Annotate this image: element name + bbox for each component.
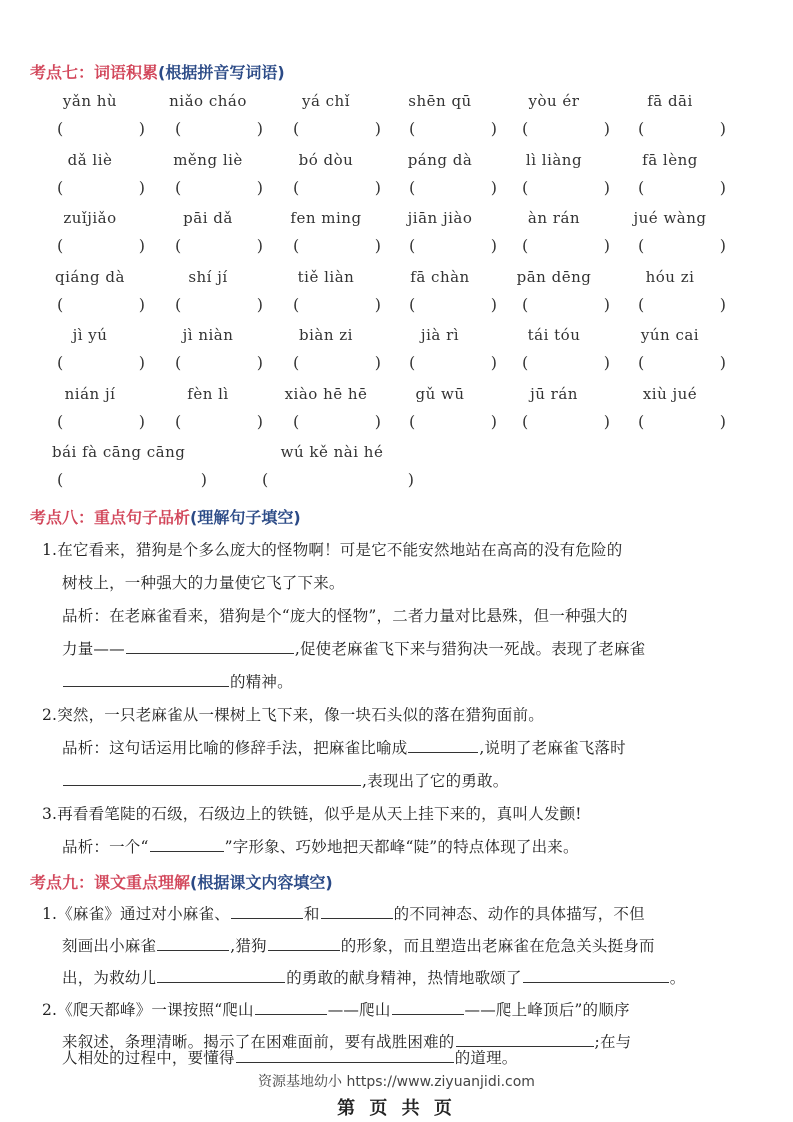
open-paren: ( bbox=[293, 236, 300, 255]
answer-bracket[interactable] bbox=[409, 412, 497, 431]
open-paren: ( bbox=[522, 294, 529, 314]
pinyin-word: bó dòu bbox=[298, 150, 354, 169]
s9-q2-l3-a: 人相处的过程中，要懂得 bbox=[62, 1049, 235, 1067]
section7-heading bbox=[30, 60, 285, 83]
s9-q1-l2-a: 刻画出小麻雀 bbox=[62, 937, 157, 955]
pinyin-word: měng liè bbox=[173, 150, 243, 169]
answer-bracket[interactable] bbox=[57, 353, 145, 372]
s9-q1-l3-b: 的勇敢的献身精神，热情地歌颂了 bbox=[286, 969, 522, 987]
section8-title: 考点八：重点句子品析 bbox=[30, 508, 191, 527]
s9-q1-l2-c: 的形象，而且塑造出老麻雀在危急关头挺身而 bbox=[340, 937, 655, 955]
close-paren: ) bbox=[256, 119, 263, 138]
s8-q3-a-post: ”字形象、巧妙地把天都峰“陡”的特点体现了出来。 bbox=[224, 838, 579, 856]
answer-bracket[interactable] bbox=[175, 236, 263, 255]
pinyin-word: shēn qū bbox=[408, 92, 472, 110]
bracket-row bbox=[0, 295, 793, 317]
s9-q2-l1-a: 2.《爬天都峰》一课按照“爬山 bbox=[42, 1001, 254, 1019]
pinyin-word: tiě liàn bbox=[297, 267, 355, 286]
s8-q1-analysis-line2 bbox=[62, 637, 645, 659]
section8-subtitle: (理解句子填空) bbox=[190, 508, 301, 527]
close-paren: ) bbox=[490, 411, 497, 431]
close-paren: ) bbox=[138, 236, 145, 255]
bracket-row bbox=[0, 178, 793, 200]
pinyin-word: jué wàng bbox=[633, 209, 707, 227]
s8-q1-line1: 1.在它看来，猎狗是个多么庞大的怪物啊！可是它不能安然地站在高高的没有危险的 bbox=[42, 541, 623, 559]
open-paren: ( bbox=[522, 353, 529, 372]
answer-bracket[interactable] bbox=[522, 412, 610, 431]
answer-bracket[interactable] bbox=[409, 178, 497, 197]
answer-bracket[interactable] bbox=[522, 353, 610, 372]
answer-bracket[interactable] bbox=[293, 295, 381, 314]
open-paren: ( bbox=[293, 119, 300, 138]
answer-bracket[interactable] bbox=[57, 119, 145, 138]
open-paren: ( bbox=[522, 236, 529, 255]
answer-blank[interactable] bbox=[157, 936, 229, 951]
section9-heading bbox=[30, 870, 333, 893]
open-paren: ( bbox=[293, 353, 300, 372]
pinyin-word: fā dāi bbox=[647, 92, 693, 110]
bracket-row bbox=[0, 470, 793, 492]
pinyin-word: niǎo cháo bbox=[169, 92, 247, 110]
answer-blank[interactable] bbox=[408, 738, 478, 753]
s9-q1-l3-c: 。 bbox=[669, 969, 686, 987]
pinyin-word: fen ming bbox=[290, 209, 362, 227]
close-paren: ) bbox=[374, 236, 381, 255]
pinyin-word: biàn zi bbox=[299, 326, 353, 344]
open-paren: ( bbox=[175, 411, 182, 431]
close-paren: ) bbox=[374, 294, 381, 314]
pinyin-row bbox=[0, 151, 793, 171]
answer-bracket[interactable] bbox=[57, 470, 207, 489]
open-paren: ( bbox=[638, 119, 645, 138]
page-counter: 第 页 共 页 bbox=[337, 1098, 456, 1119]
answer-bracket[interactable] bbox=[175, 178, 263, 197]
s9-q1-l1-c: 的不同神态、动作的具体描写，不但 bbox=[393, 905, 645, 923]
pinyin-word: nián jí bbox=[64, 384, 116, 403]
close-paren: ) bbox=[374, 411, 381, 431]
answer-bracket[interactable] bbox=[638, 353, 726, 372]
s8-q1-line2: 树枝上，一种强大的力量使它飞了下来。 bbox=[62, 574, 345, 592]
answer-bracket[interactable] bbox=[638, 178, 726, 197]
s9-q2-line1 bbox=[42, 998, 630, 1020]
pinyin-word: àn rán bbox=[527, 209, 581, 227]
pinyin-row bbox=[0, 326, 793, 346]
open-paren: ( bbox=[638, 177, 645, 197]
answer-bracket[interactable] bbox=[175, 119, 263, 138]
s9-q2-l3-b: 的道理。 bbox=[454, 1049, 518, 1067]
answer-bracket[interactable] bbox=[57, 178, 145, 197]
s8-q1-analysis-line3 bbox=[62, 670, 293, 692]
s8-q2-a2-post: ,表现出了它的勇敢。 bbox=[362, 772, 509, 790]
s8-q2-analysis-line1 bbox=[62, 736, 626, 758]
s8-q3-a-pre: 品析：一个“ bbox=[62, 838, 149, 856]
close-paren: ) bbox=[256, 411, 263, 431]
s9-q1-l1-a: 1.《麻雀》通过对小麻雀、 bbox=[42, 905, 230, 923]
pinyin-word: wú kě nài hé bbox=[280, 443, 384, 461]
pinyin-word: fā lèng bbox=[642, 150, 698, 169]
pinyin-word: pāi dǎ bbox=[183, 209, 233, 227]
pinyin-word: tái tóu bbox=[527, 326, 581, 344]
open-paren: ( bbox=[409, 294, 416, 314]
close-paren: ) bbox=[490, 119, 497, 138]
pinyin-word: jì yú bbox=[72, 326, 108, 344]
answer-bracket[interactable] bbox=[638, 295, 726, 314]
answer-bracket[interactable] bbox=[175, 295, 263, 314]
close-paren: ) bbox=[490, 236, 497, 255]
open-paren: ( bbox=[175, 353, 182, 372]
open-paren: ( bbox=[638, 411, 645, 431]
answer-blank[interactable] bbox=[456, 1032, 594, 1047]
answer-bracket[interactable] bbox=[262, 470, 414, 489]
answer-bracket[interactable] bbox=[293, 178, 381, 197]
close-paren: ) bbox=[603, 353, 610, 372]
answer-blank[interactable] bbox=[268, 936, 340, 951]
s8-q2-analysis-line2 bbox=[62, 769, 508, 791]
pinyin-word: yòu ér bbox=[528, 92, 580, 110]
close-paren: ) bbox=[138, 353, 145, 372]
s9-q2-line3 bbox=[62, 1046, 518, 1068]
section9-title: 考点九：课文重点理解 bbox=[30, 873, 191, 892]
answer-bracket[interactable] bbox=[293, 412, 381, 431]
close-paren: ) bbox=[490, 177, 497, 197]
open-paren: ( bbox=[175, 294, 182, 314]
section7-title: 考点七：词语积累 bbox=[30, 63, 159, 82]
answer-blank[interactable] bbox=[255, 1000, 327, 1015]
pinyin-word: xiào hē hē bbox=[284, 384, 368, 403]
answer-bracket[interactable] bbox=[409, 119, 497, 138]
s8-q2-line1: 2.突然，一只老麻雀从一棵树上飞下来，像一块石头似的落在猎狗面前。 bbox=[42, 706, 544, 724]
open-paren: ( bbox=[57, 119, 64, 138]
answer-blank[interactable] bbox=[157, 968, 285, 983]
answer-blank[interactable] bbox=[63, 771, 361, 786]
pinyin-word: jià rì bbox=[420, 326, 460, 344]
close-paren: ) bbox=[603, 177, 610, 197]
answer-blank[interactable] bbox=[150, 837, 224, 852]
open-paren: ( bbox=[522, 411, 529, 431]
answer-blank[interactable] bbox=[236, 1048, 454, 1063]
bracket-row bbox=[0, 119, 793, 141]
close-paren: ) bbox=[374, 177, 381, 197]
pinyin-word: yá chǐ bbox=[301, 92, 351, 110]
close-paren: ) bbox=[138, 119, 145, 138]
pinyin-word: páng dà bbox=[407, 150, 473, 169]
open-paren: ( bbox=[262, 470, 269, 489]
open-paren: ( bbox=[57, 470, 64, 489]
open-paren: ( bbox=[638, 236, 645, 255]
bracket-row bbox=[0, 353, 793, 375]
answer-bracket[interactable] bbox=[175, 412, 263, 431]
s8-q1-a2-pre: 力量—— bbox=[62, 640, 125, 658]
answer-bracket[interactable] bbox=[293, 353, 381, 372]
open-paren: ( bbox=[293, 294, 300, 314]
close-paren: ) bbox=[256, 177, 263, 197]
answer-blank[interactable] bbox=[321, 904, 393, 919]
close-paren: ) bbox=[490, 294, 497, 314]
pinyin-row bbox=[0, 443, 793, 463]
bracket-row bbox=[0, 236, 793, 258]
pinyin-word: hóu zi bbox=[645, 267, 695, 286]
answer-blank[interactable] bbox=[126, 639, 294, 654]
s8-q1-a3-post: 的精神。 bbox=[230, 673, 293, 691]
close-paren: ) bbox=[603, 294, 610, 314]
answer-blank[interactable] bbox=[392, 1000, 464, 1015]
s8-q2-a1-pre: 品析：这句话运用比喻的修辞手法，把麻雀比喻成 bbox=[62, 739, 408, 757]
open-paren: ( bbox=[409, 119, 416, 138]
answer-bracket[interactable] bbox=[638, 236, 726, 255]
open-paren: ( bbox=[57, 411, 64, 431]
s9-q2-l2-a: 来叙述，条理清晰。揭示了在困难面前，要有战胜困难的 bbox=[62, 1033, 455, 1051]
s9-q2-l1-b: ——爬山 bbox=[327, 1001, 391, 1019]
answer-bracket[interactable] bbox=[522, 119, 610, 138]
section8-heading bbox=[30, 505, 301, 528]
close-paren: ) bbox=[200, 470, 207, 489]
answer-bracket[interactable] bbox=[409, 236, 497, 255]
answer-bracket[interactable] bbox=[57, 412, 145, 431]
s9-q1-line2 bbox=[62, 934, 655, 956]
close-paren: ) bbox=[256, 294, 263, 314]
s8-q1-a2-post: ,促使老麻雀飞下来与猎狗决一死战。表现了老麻雀 bbox=[294, 640, 646, 658]
pinyin-word: gǔ wū bbox=[415, 384, 465, 403]
pinyin-row bbox=[0, 385, 793, 405]
answer-bracket[interactable] bbox=[522, 236, 610, 255]
answer-bracket[interactable] bbox=[638, 412, 726, 431]
section9-subtitle: (根据课文内容填空) bbox=[190, 873, 333, 892]
close-paren: ) bbox=[719, 353, 726, 372]
open-paren: ( bbox=[409, 411, 416, 431]
section7-subtitle: (根据拼音写词语) bbox=[158, 63, 285, 82]
pinyin-word: yún cai bbox=[640, 326, 700, 344]
close-paren: ) bbox=[256, 353, 263, 372]
pinyin-word: fèn lì bbox=[187, 384, 229, 403]
open-paren: ( bbox=[409, 353, 416, 372]
open-paren: ( bbox=[293, 411, 300, 431]
pinyin-word: lì liàng bbox=[525, 150, 583, 169]
answer-bracket[interactable] bbox=[409, 353, 497, 372]
open-paren: ( bbox=[522, 177, 529, 197]
close-paren: ) bbox=[374, 353, 381, 372]
close-paren: ) bbox=[407, 470, 414, 489]
s9-q2-l2-b: ;在与 bbox=[594, 1033, 632, 1051]
s9-q2-l1-c: ——爬上峰顶后”的顺序 bbox=[464, 1001, 630, 1019]
close-paren: ) bbox=[490, 353, 497, 372]
open-paren: ( bbox=[175, 119, 182, 138]
open-paren: ( bbox=[409, 177, 416, 197]
answer-blank[interactable] bbox=[523, 968, 669, 983]
s9-q1-l3-a: 出，为救幼儿 bbox=[62, 969, 157, 987]
answer-blank[interactable] bbox=[231, 904, 303, 919]
close-paren: ) bbox=[138, 294, 145, 314]
answer-bracket[interactable] bbox=[522, 178, 610, 197]
pinyin-word: dǎ liè bbox=[67, 150, 113, 169]
answer-bracket[interactable] bbox=[57, 236, 145, 255]
pinyin-word: jū rán bbox=[530, 384, 578, 403]
pinyin-word: bái fà cāng cāng bbox=[52, 443, 186, 461]
answer-blank[interactable] bbox=[63, 672, 229, 687]
pinyin-row bbox=[0, 209, 793, 229]
pinyin-word: fā chàn bbox=[410, 267, 470, 286]
close-paren: ) bbox=[719, 411, 726, 431]
open-paren: ( bbox=[293, 177, 300, 197]
answer-bracket[interactable] bbox=[293, 236, 381, 255]
s8-q3-analysis bbox=[62, 835, 579, 857]
answer-bracket[interactable] bbox=[293, 119, 381, 138]
answer-bracket[interactable] bbox=[409, 295, 497, 314]
open-paren: ( bbox=[522, 119, 529, 138]
open-paren: ( bbox=[638, 294, 645, 314]
answer-bracket[interactable] bbox=[57, 295, 145, 314]
open-paren: ( bbox=[57, 177, 64, 197]
answer-bracket[interactable] bbox=[175, 353, 263, 372]
open-paren: ( bbox=[57, 236, 64, 255]
close-paren: ) bbox=[138, 411, 145, 431]
close-paren: ) bbox=[256, 236, 263, 255]
answer-bracket[interactable] bbox=[638, 119, 726, 138]
open-paren: ( bbox=[57, 294, 64, 314]
open-paren: ( bbox=[409, 236, 416, 255]
bracket-row bbox=[0, 412, 793, 434]
s9-q1-line3 bbox=[62, 966, 685, 988]
close-paren: ) bbox=[719, 236, 726, 255]
close-paren: ) bbox=[138, 177, 145, 197]
open-paren: ( bbox=[57, 353, 64, 372]
answer-bracket[interactable] bbox=[522, 295, 610, 314]
s9-q1-l1-b: 和 bbox=[303, 905, 320, 923]
pinyin-word: zuǐjiǎo bbox=[63, 209, 117, 227]
pinyin-word: jiān jiào bbox=[407, 209, 473, 227]
close-paren: ) bbox=[603, 119, 610, 138]
open-paren: ( bbox=[175, 236, 182, 255]
close-paren: ) bbox=[719, 119, 726, 138]
close-paren: ) bbox=[719, 177, 726, 197]
pinyin-row bbox=[0, 92, 793, 112]
close-paren: ) bbox=[719, 294, 726, 314]
pinyin-word: shí jí bbox=[188, 267, 228, 286]
pinyin-word: jì niàn bbox=[182, 326, 234, 344]
close-paren: ) bbox=[374, 119, 381, 138]
source-watermark: 资源基地幼小 https://www.ziyuanjidi.com bbox=[258, 1074, 535, 1090]
open-paren: ( bbox=[638, 353, 645, 372]
close-paren: ) bbox=[603, 236, 610, 255]
s9-q1-line1 bbox=[42, 902, 645, 924]
s8-q2-a1-post: ,说明了老麻雀飞落时 bbox=[479, 739, 626, 757]
s8-q3-line1: 3.再看看笔陡的石级，石级边上的铁链，似乎是从天上挂下来的，真叫人发颤! bbox=[42, 805, 582, 823]
pinyin-word: yǎn hù bbox=[62, 92, 118, 110]
s8-q1-analysis-line1: 品析：在老麻雀看来，猎狗是个“庞大的怪物”，二者力量对比悬殊，但一种强大的 bbox=[62, 607, 628, 625]
open-paren: ( bbox=[175, 177, 182, 197]
pinyin-word: xiù jué bbox=[642, 384, 698, 403]
pinyin-word: qiáng dà bbox=[55, 267, 125, 286]
pinyin-word: pān dēng bbox=[516, 267, 592, 286]
s9-q1-l2-b: ,猎狗 bbox=[230, 937, 267, 955]
close-paren: ) bbox=[603, 411, 610, 431]
pinyin-row bbox=[0, 268, 793, 288]
